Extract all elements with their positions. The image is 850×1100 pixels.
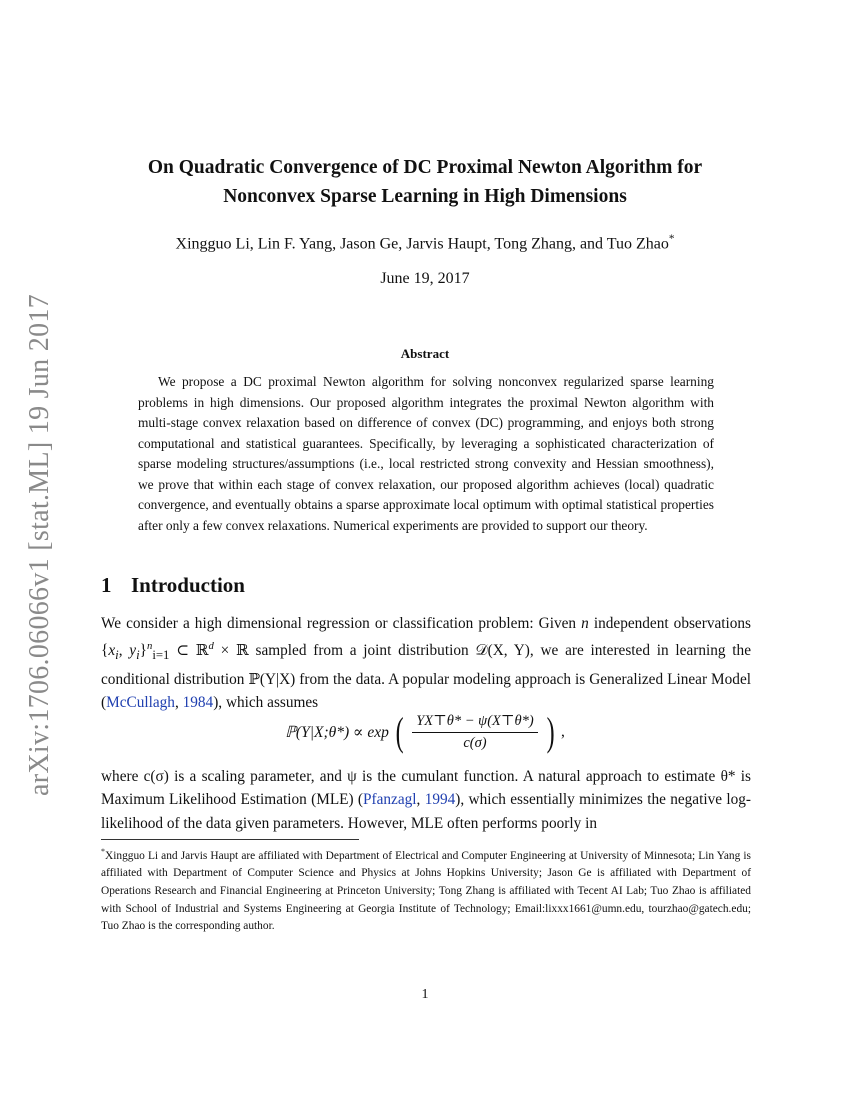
math-y: y	[129, 642, 137, 660]
math-subscript-i: i	[136, 648, 140, 663]
footnote-divider	[101, 839, 359, 840]
text-run: where c(σ) is a scaling parameter, and ψ is the cumulant function. A natural approach to estimate θ* is Maximum Likelihood Estimation (MLE) (	[101, 768, 751, 809]
text-run: independent observations {	[101, 615, 752, 660]
section-heading	[101, 573, 245, 598]
text-run: ,	[416, 791, 425, 809]
math-subscript-i: i	[115, 648, 119, 663]
citation-year-link[interactable]: 1994	[424, 791, 456, 809]
author-names: Xingguo Li, Lin F. Yang, Jason Ge, Jarvis Haupt, Tong Zhang, and Tuo Zhao	[175, 235, 669, 253]
fraction-bar	[412, 732, 538, 733]
math-subscript-range: i=1	[152, 648, 170, 663]
equation-tail: ,	[561, 723, 565, 740]
text-run: ), which essentially minimizes the negative log-likelihood of the data given parameters. However, MLE often performs poorly in	[101, 791, 751, 832]
right-paren: )	[546, 709, 555, 754]
author-footnote-mark: *	[668, 233, 675, 245]
section-number: 1	[101, 573, 112, 597]
math-superscript-n: n	[146, 640, 153, 653]
citation-link[interactable]: McCullagh	[106, 694, 175, 712]
title-line-2: Nonconvex Sparse Learning in High Dimensions	[223, 186, 627, 207]
math-n: n	[581, 615, 589, 632]
title-line-1: On Quadratic Convergence of DC Proximal Newton Algorithm for	[147, 157, 703, 178]
citation-link[interactable]: Pfanzagl	[363, 791, 417, 809]
intro-paragraph-1	[101, 612, 751, 714]
footnote-text: Xingguo Li and Jarvis Haupt are affiliated with Department of Electrical and Computer Engineering at University of Minnesota; Lin Yang is affiliated with Department of Computer Science and Physics at Johns Hopkins University; Jason Ge is affiliated with Department of Operations Research and Financial Engineering at Princeton University; Tong Zhang is affiliated with Tecent AI Lab; Tuo Zhao is affiliated with School of Industrial and Systems Engineering at Georgia Institute of Technology; Email:lixxx1661@umn.edu, tourzhao@gatech.edu; Tuo Zhao is the corresponding author.	[101, 849, 751, 933]
paper-title	[0, 153, 850, 211]
math-superscript-d: d	[208, 640, 214, 653]
footnote	[101, 843, 751, 936]
text-run: We consider a high dimensional regression or classification problem: Given	[101, 615, 582, 632]
left-paren: (	[395, 709, 404, 754]
text-run: ⊂ ℝ	[169, 642, 209, 660]
equation-lhs: ℙ(Y|X;θ*) ∝ exp	[285, 723, 389, 741]
footnote-mark: *	[101, 847, 105, 856]
display-equation	[0, 709, 850, 754]
text-run: }	[139, 642, 147, 660]
text-run: ,	[174, 694, 183, 712]
intro-paragraph-2	[101, 765, 751, 835]
math-x: x	[108, 642, 116, 660]
arxiv-identifier: arXiv:1706.06066v1 [stat.ML] 19 Jun 2017	[24, 293, 55, 796]
publication-date: June 19, 2017	[380, 270, 470, 287]
page-number: 1	[421, 987, 429, 1002]
text-run: ), which assumes	[213, 694, 319, 712]
fraction-numerator: YX⊤θ* − ψ(X⊤θ*)	[416, 712, 534, 729]
abstract-text: We propose a DC proximal Newton algorithm for solving nonconvex regularized sparse learning problems in high dimensions. Our proposed algorithm integrates the proximal Newton algorithm with multi-stage convex relaxation based on difference of convex (DC) programming, and enjoys both strong computational and statistical guarantees. Specifically, by leveraging a sophisticated characterization of sparse modeling structures/assumptions (i.e., local restricted strong convexity and Hessian smoothness), we prove that within each stage of convex relaxation, our proposed algorithm achieves (local) quadratic convergence, and eventually obtains a sparse approximate local optimum with optimal statistical properties after only a few convex relaxations. Numerical experiments are provided to support our theory.	[138, 374, 714, 533]
citation-year-link[interactable]: 1984	[182, 694, 214, 712]
text-run: × ℝ sampled from a joint distribution 𝒟(X, Y), we are interested in learning the conditional distribution ℙ(Y|X) from the data. A popular modeling approach is Generalized Linear Model (	[101, 642, 751, 712]
fraction-denominator: c(σ)	[463, 734, 487, 751]
section-title: Introduction	[131, 573, 245, 597]
author-list	[0, 233, 850, 253]
abstract-heading: Abstract	[400, 346, 450, 361]
text-run: ,	[118, 642, 130, 660]
equation-fraction	[412, 713, 538, 752]
